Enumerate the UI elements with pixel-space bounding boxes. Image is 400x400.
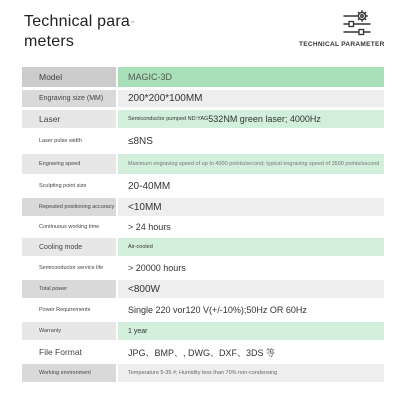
spec-row-engraving-speed	[22, 154, 384, 174]
spec-label: Working environment	[22, 364, 116, 382]
spec-label: Total power	[22, 280, 116, 298]
spec-row-total-power	[22, 280, 384, 298]
spec-value: Maximum engraving speed of up to 4000 points/second; typical engraving speed of 3500 points/second	[118, 154, 384, 174]
spec-row-point-size	[22, 177, 384, 195]
spec-row-positioning-accuracy	[22, 198, 384, 216]
spec-value: MAGIC-3D	[118, 67, 384, 87]
spec-value: 20-40MM	[128, 180, 171, 192]
spec-label: Warranty	[22, 322, 116, 340]
spec-value-big: 532NM green laser; 4000Hz	[208, 114, 321, 124]
spec-label: Sculpting point size	[39, 182, 87, 189]
spec-label: Engraving size (MM)	[22, 90, 116, 107]
header	[0, 0, 400, 66]
spec-label: Power Requirements	[39, 306, 91, 313]
spec-row-file-format	[22, 343, 384, 361]
spec-value-small: Semiconductor pumped ND:YAG	[128, 115, 209, 122]
spec-label: Model	[22, 67, 116, 87]
spec-value: Air-cooled	[118, 238, 384, 256]
spec-value	[118, 110, 384, 128]
spec-label: Cooling mode	[22, 238, 116, 256]
spec-value: > 24 hours	[128, 222, 171, 232]
spec-value: > 20000 hours	[128, 263, 186, 273]
spec-row-working-environment	[22, 364, 384, 382]
spec-row-warranty	[22, 322, 384, 340]
spec-value: Single 220 vor120 V(+/-10%);50Hz OR 60Hz	[128, 305, 307, 315]
spec-value: 1 year	[118, 322, 384, 340]
spec-label: Semiconductor service life	[39, 264, 104, 271]
spec-label: Continuous working time	[39, 223, 100, 230]
title-hyphen: -	[129, 13, 136, 30]
spec-row-continuous-working	[22, 219, 384, 235]
page-title	[24, 12, 144, 52]
spec-row-engraving-size	[22, 90, 384, 107]
spec-row-pulse-width	[22, 131, 384, 151]
spec-label: File Format	[39, 347, 82, 357]
spec-row-power-requirements	[22, 301, 384, 319]
title-line1: Technical para	[24, 13, 130, 30]
spec-value: ≤8NS	[128, 135, 153, 147]
sliders-gear-icon	[342, 10, 372, 38]
spec-row-service-life	[22, 259, 384, 277]
spec-value: <10MM	[118, 198, 384, 216]
spec-value: 200*200*100MM	[118, 90, 384, 107]
header-caption: TECHNICAL PARAMETER	[299, 41, 385, 48]
spec-row-model	[22, 67, 384, 87]
spec-label: Repeated positioning accuracy	[22, 198, 116, 216]
title-line2: meters	[24, 33, 75, 50]
spec-value: JPG、BMP、, DWG、DXF、3DS 等	[128, 347, 276, 358]
spec-label: Laser	[22, 110, 116, 128]
spec-label: Laser pulse width	[39, 137, 82, 144]
spec-row-cooling-mode	[22, 238, 384, 256]
spec-label: Engraving speed	[22, 154, 116, 174]
spec-value: Temperature 5-35 #; Humidity less than 70% non-condensing	[118, 364, 384, 382]
spec-row-laser	[22, 110, 384, 128]
spec-table	[22, 67, 384, 382]
spec-value: <800W	[118, 280, 384, 298]
